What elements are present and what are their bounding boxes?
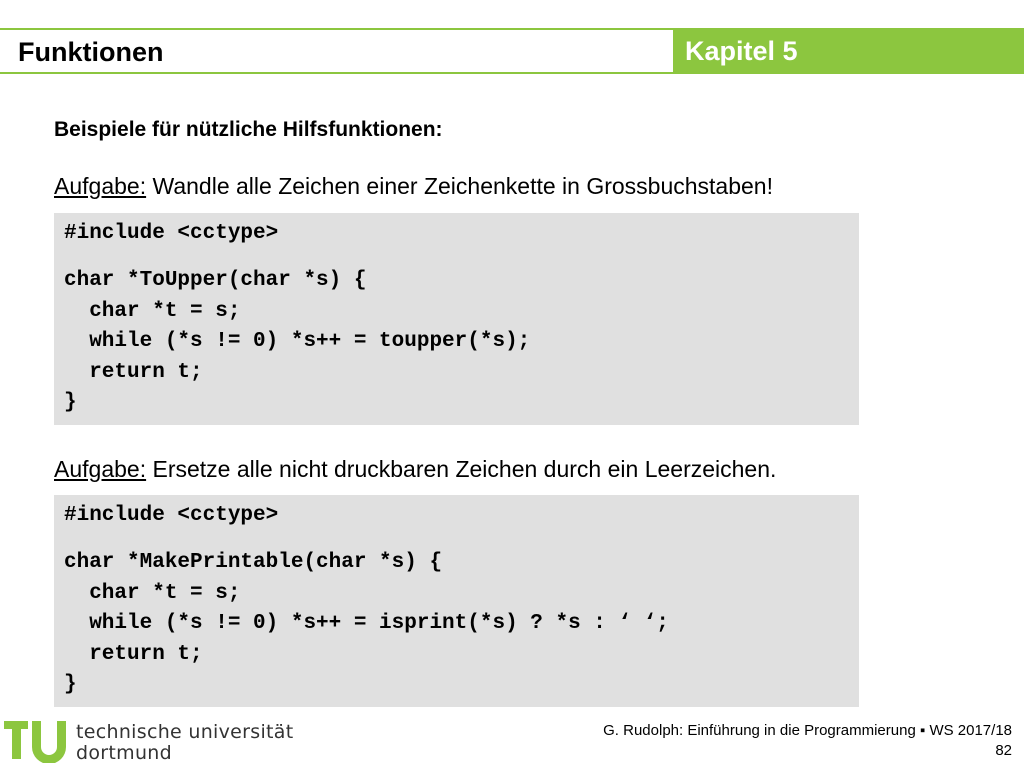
task-2 — [54, 456, 776, 483]
code-line: while (*s != 0) *s++ = toupper(*s); — [64, 330, 531, 353]
code-line: #include <cctype> — [64, 504, 279, 527]
header-bar — [0, 28, 1024, 74]
code-line: } — [64, 673, 77, 696]
task-1 — [54, 173, 773, 200]
tu-logo-icon — [4, 713, 70, 763]
task-2-label: Aufgabe: — [54, 456, 147, 482]
university-line-2: dortmund — [76, 742, 172, 764]
code-line: char *MakePrintable(char *s) { — [64, 551, 443, 574]
footer-credit: G. Rudolph: Einführung in die Programmierung ▪ WS 2017/18 — [603, 722, 1012, 739]
code-line: #include <cctype> — [64, 222, 279, 245]
slide-title: Funktionen — [18, 37, 164, 67]
code-line: char *t = s; — [64, 582, 241, 605]
task-2-text: Ersetze alle nicht druckbaren Zeichen durch ein Leerzeichen. — [146, 456, 777, 482]
code-block-2 — [54, 495, 859, 707]
chapter-badge: Kapitel 5 — [673, 30, 1024, 72]
task-1-label: Aufgabe: — [54, 173, 147, 199]
university-line-1: technische universität — [76, 721, 294, 743]
university-name — [76, 722, 294, 764]
section-heading: Beispiele für nützliche Hilfsfunktionen: — [54, 118, 443, 141]
page-number: 82 — [995, 742, 1012, 759]
code-line: } — [64, 391, 77, 414]
code-line: return t; — [64, 361, 203, 384]
code-line: return t; — [64, 643, 203, 666]
task-1-text: Wandle alle Zeichen einer Zeichenkette in Grossbuchstaben! — [146, 173, 773, 199]
code-block-1 — [54, 213, 859, 425]
code-line: char *ToUpper(char *s) { — [64, 269, 367, 292]
code-line: while (*s != 0) *s++ = isprint(*s) ? *s : ‘ ‘; — [64, 612, 669, 635]
code-line: char *t = s; — [64, 300, 241, 323]
